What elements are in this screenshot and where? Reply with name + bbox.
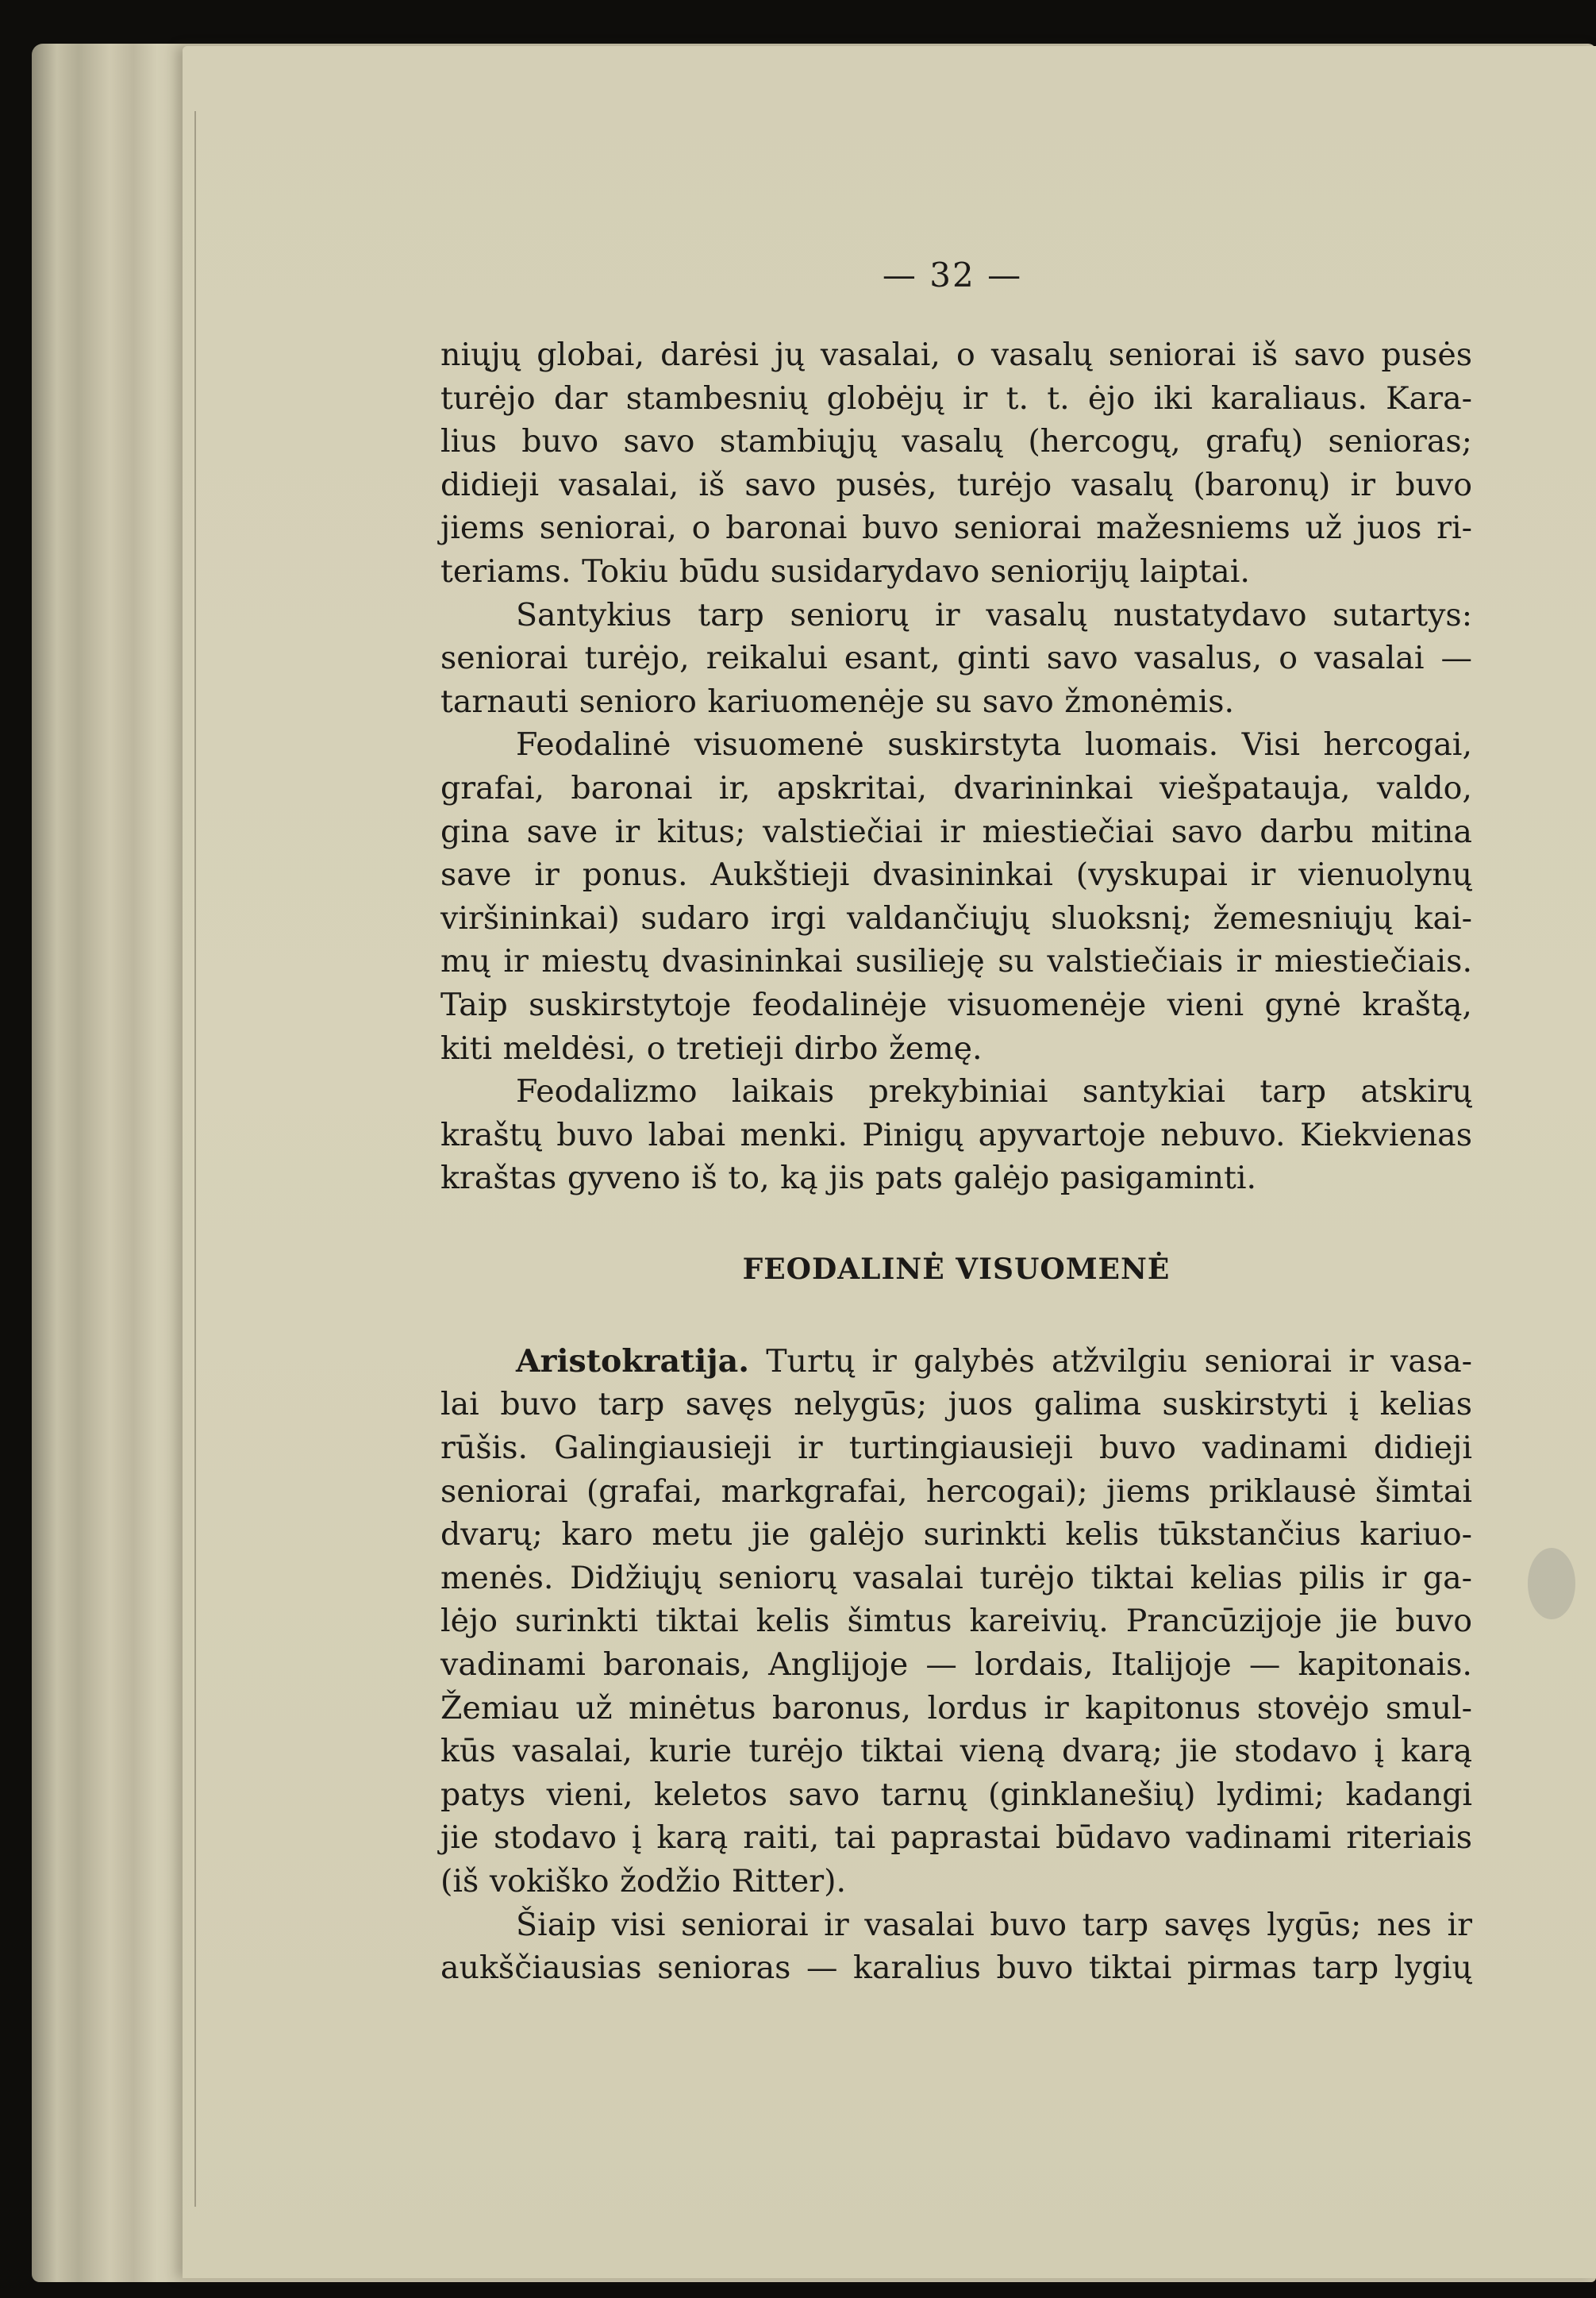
- lead-term: Aristokratija.: [516, 1342, 749, 1380]
- paragraph-4: Feodalizmo laikais prekybiniai santykiai tarp atskirų kraštų buvo labai menki. Pinigų apyvartoje nebuvo. Kiekvienas: [440, 1073, 1472, 1153]
- paragraph-3: Feodalinė visuomenė suskirstyta luomais. Visi hercogai, grafai, baronai ir, apskritai, dvarininkai viešpatauja, valdo, gina save ir kitus; valstiečiai ir miestiečiai savo darbu mitina save ir ponus. Aukštieji dvasininkai (vyskupai ir vienuolynų viršininkai) sudaro irgi valdančiųjų sluoksnį; žemesniųjų kai- mų ir miestų dvasininkai susilieję su valstiečiais ir miestiečiais. Taip suskirstytoje feodalinėje visuomenėje vieni gynė kraštą,: [440, 726, 1472, 1023]
- paper-stain: [1528, 1548, 1575, 1619]
- section-heading: FEODALINĖ VISUOMENĖ: [742, 1252, 1171, 1286]
- paragraph-final: Šiaip visi seniorai ir vasalai buvo tarp savęs lygūs; nes ir: [516, 1906, 1472, 1943]
- paragraph-3-last-line: kiti meldėsi, o tretieji dirbo žemę.: [440, 1030, 983, 1067]
- paragraph-1: niųjų globai, darėsi jų vasalai, o vasalų seniorai iš savo pusės turėjo dar stambesnių globėjų ir t. t. ėjo iki karaliaus. Kara- lius buvo savo stambiųjų vasalų (hercogų, grafų) senioras; didieji vasalai, iš savo pusės, turėjo vasalų (baronų) ir buvo jiems seniorai, o baronai buvo seniorai mažesniems už juos ri-: [440, 337, 1472, 547]
- page-number: — 32 —: [882, 256, 1023, 294]
- paragraph-aristokratija-last-line: (iš vokiško žodžio Ritter).: [440, 1863, 847, 1900]
- paragraph-1-last-line: teriams. Tokiu būdu susidarydavo seniorijų laiptai.: [440, 552, 1250, 590]
- paragraph-4-last-line: kraštas gyveno iš to, ką jis pats galėjo pasigaminti.: [440, 1160, 1257, 1197]
- paragraph-aristokratija: Aristokratija. Turtų ir galybės atžvilgiu seniorai ir vasa- lai buvo tarp savęs nelygūs; juos galima suskirstyti į kelias rūšis. Galingiausieji ir turtingiausieji buvo vadinami didieji seniorai (grafai, markgrafai, hercogai); jiems priklausė šimtai dvarų; karo metu jie galėjo surinkti kelis tūkstančius kariuo- menės. Didžiųjų seniorų vasalai turėjo tiktai kelias pilis ir ga- lėjo surinkti tiktai kelis šimtus kareivių. Prancūzijoje jie buvo vadinami baronais, Anglijoje — lordais, Italijoje — kapitonais. Žemiau už minėtus baronus, lordus ir kapitonus stovėjo smul- kūs vasalai, kurie turėjo tiktai vieną dvarą; jie stodavo į karą patys vieni, keletos savo tarnų (ginklanešių) lydimi; kadangi jie stodavo į karą raiti, tai paprastai būdavo vadinami riteriais: [440, 1342, 1472, 1857]
- body-text: [440, 333, 1472, 1990]
- paragraph-final-last-line: aukščiausias senioras — karalius buvo tiktai pirmas tarp lygių: [440, 1950, 1472, 1987]
- paragraph-2: Santykius tarp seniorų ir vasalų nustatydavo sutartys: seniorai turėjo, reikalui esant, ginti savo vasalus, o vasalai —: [440, 596, 1472, 677]
- paragraph-2-last-line: tarnauti senioro kariuomenėje su savo žmonėmis.: [440, 683, 1235, 720]
- page-fold-shadow: [194, 111, 196, 2207]
